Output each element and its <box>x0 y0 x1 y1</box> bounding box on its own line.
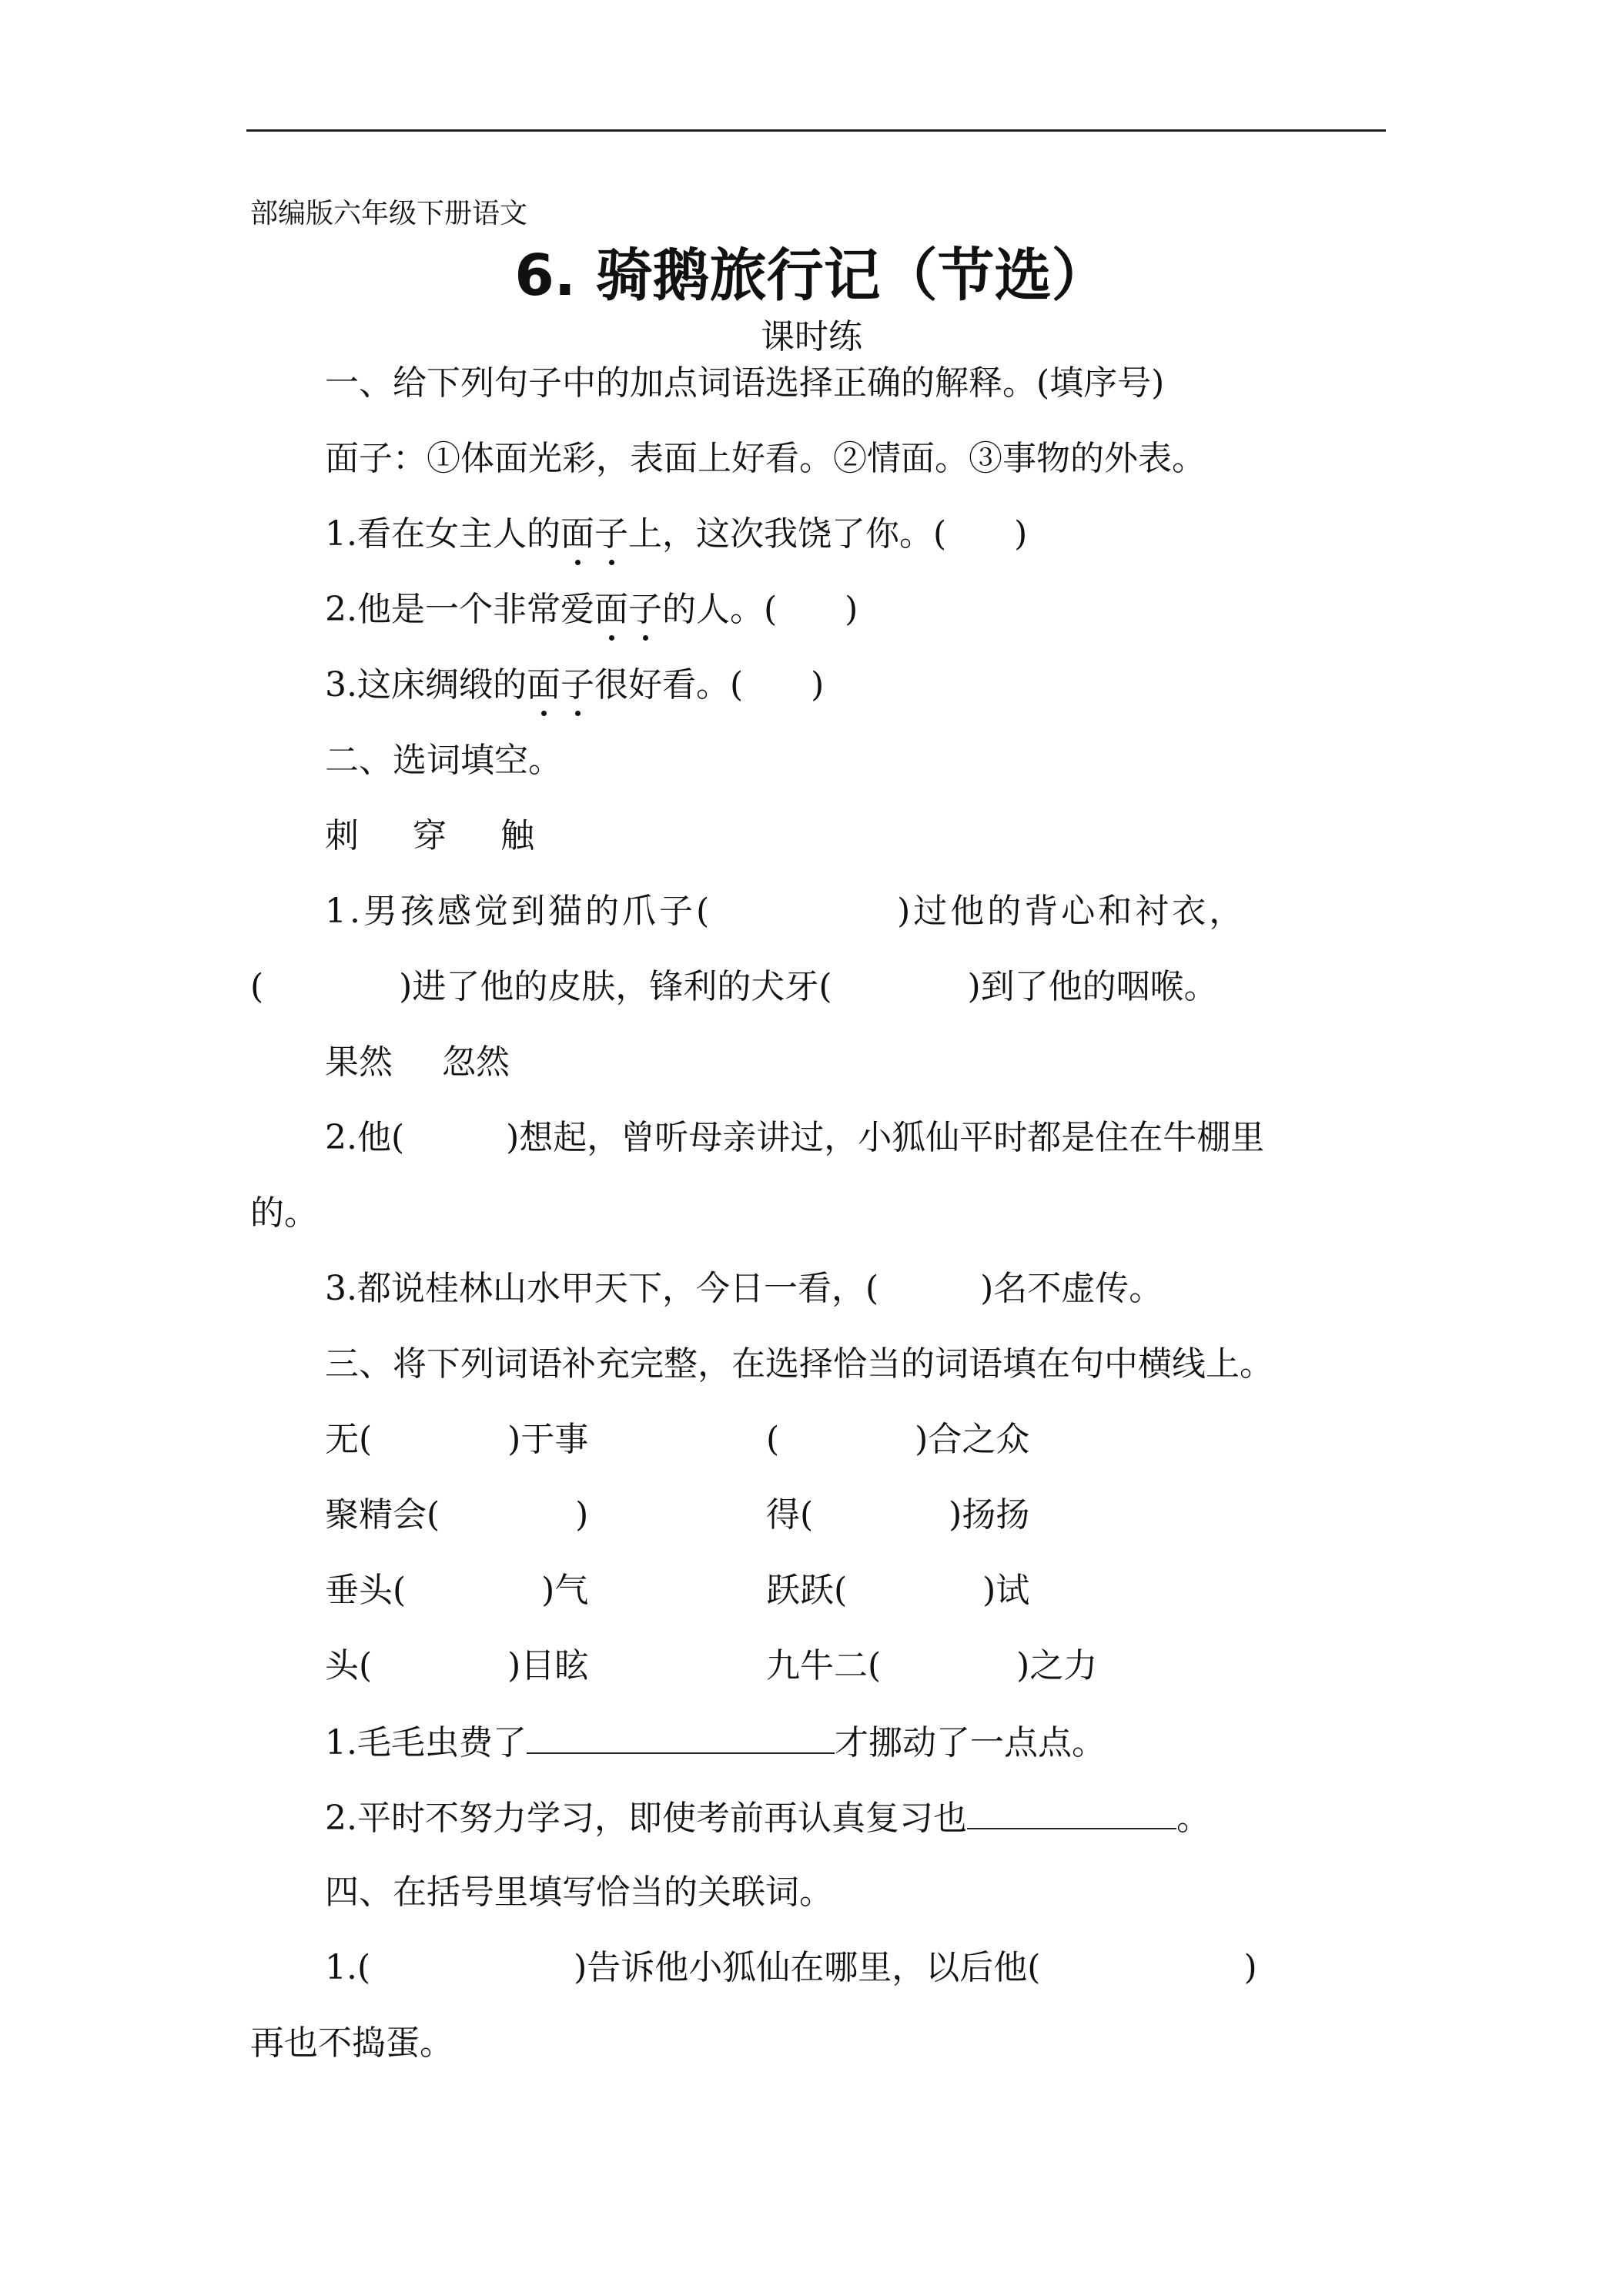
idiom-right-2: 得( )扬扬 <box>766 1495 1030 1535</box>
dotted-char: 面 <box>527 662 561 708</box>
word-option: 忽然 <box>442 1043 510 1082</box>
idiom-left-4: 头( )目眩 <box>325 1646 589 1685</box>
section2-q2-line2: 的。 <box>250 1193 318 1233</box>
section2-heading: 二、选词填空。 <box>325 741 562 780</box>
item-text: 3.这床绸缎的 <box>325 665 527 705</box>
item-text: 的人。( ) <box>661 590 858 629</box>
section4-q1-line1: 1.( )告诉他小狐仙在哪里，以后他( ) <box>325 1948 1257 1987</box>
word-option: 果然 <box>325 1043 393 1082</box>
question-text: 。 <box>1176 1799 1210 1838</box>
section4-heading: 四、在括号里填写恰当的关联词。 <box>325 1873 833 1912</box>
answer-blank[interactable] <box>967 1794 1176 1829</box>
dotted-char: 面 <box>561 511 594 557</box>
section4-q1-line2: 再也不捣蛋。 <box>250 2023 453 2063</box>
idiom-right-1: ( )合之众 <box>766 1420 1030 1459</box>
word-bank-1 <box>325 813 534 859</box>
answer-blank[interactable] <box>527 1719 835 1754</box>
section2-q1-line2: ( )进了他的皮肤，锋利的犬牙( )到了他的咽喉。 <box>250 967 1218 1006</box>
question-text: 2.平时不努力学习，即使考前再认真复习也 <box>325 1799 967 1838</box>
idiom-left-1: 无( )于事 <box>325 1420 589 1459</box>
item-text: 1.看在女主人的 <box>325 514 561 554</box>
textbook-series-label: 部编版六年级下册语文 <box>250 198 528 229</box>
word-option: 穿 <box>413 816 447 855</box>
section1-definition: 面子：①体面光彩，表面上好看。②情面。③事物的外表。 <box>325 439 1206 478</box>
idiom-left-2: 聚精会( ) <box>325 1495 589 1535</box>
question-text: 才挪动了一点点。 <box>834 1723 1106 1762</box>
word-option: 触 <box>500 816 534 855</box>
section1-item-2 <box>325 587 858 633</box>
dotted-char: 子 <box>628 587 662 633</box>
lesson-subtitle: 课时练 <box>761 317 862 356</box>
question-text: 1.毛毛虫费了 <box>325 1723 527 1762</box>
dotted-char: 子 <box>594 511 628 557</box>
lesson-title: 6. 骑鹅旅行记（节选） <box>514 243 1109 309</box>
section1-item-3 <box>325 662 824 708</box>
section1-heading: 一、给下列句子中的加点词语选择正确的解释。(填序号) <box>325 363 1165 403</box>
dotted-char: 子 <box>561 662 594 708</box>
section3-q2 <box>325 1794 1210 1842</box>
idiom-right-4: 九牛二( )之力 <box>766 1646 1098 1685</box>
item-text: 上，这次我饶了你。( ) <box>627 514 1028 554</box>
dotted-char: 面 <box>594 587 628 633</box>
idiom-left-3: 垂头( )气 <box>325 1571 589 1610</box>
word-option: 刺 <box>325 816 359 855</box>
header-rule <box>246 129 1386 132</box>
section2-q3: 3.都说桂林山水甲天下，今日一看，( )名不虚传。 <box>325 1269 1163 1308</box>
item-text: 2.他是一个非常爱 <box>325 590 594 629</box>
idiom-right-3: 跃跃( )试 <box>766 1571 1030 1610</box>
item-text: 很好看。( ) <box>594 665 825 705</box>
section1-item-1 <box>325 511 1027 557</box>
section2-q2-line1: 2.他( )想起，曾听母亲讲过，小狐仙平时都是住在牛棚里 <box>325 1118 1265 1157</box>
section3-q1 <box>325 1719 1106 1766</box>
word-bank-2 <box>325 1039 510 1086</box>
section3-heading: 三、将下列词语补充完整，在选择恰当的词语填在句中横线上。 <box>325 1344 1273 1384</box>
section2-q1-line1: 1.男孩感觉到猫的爪子( )过他的背心和衬衣， <box>325 892 1247 931</box>
